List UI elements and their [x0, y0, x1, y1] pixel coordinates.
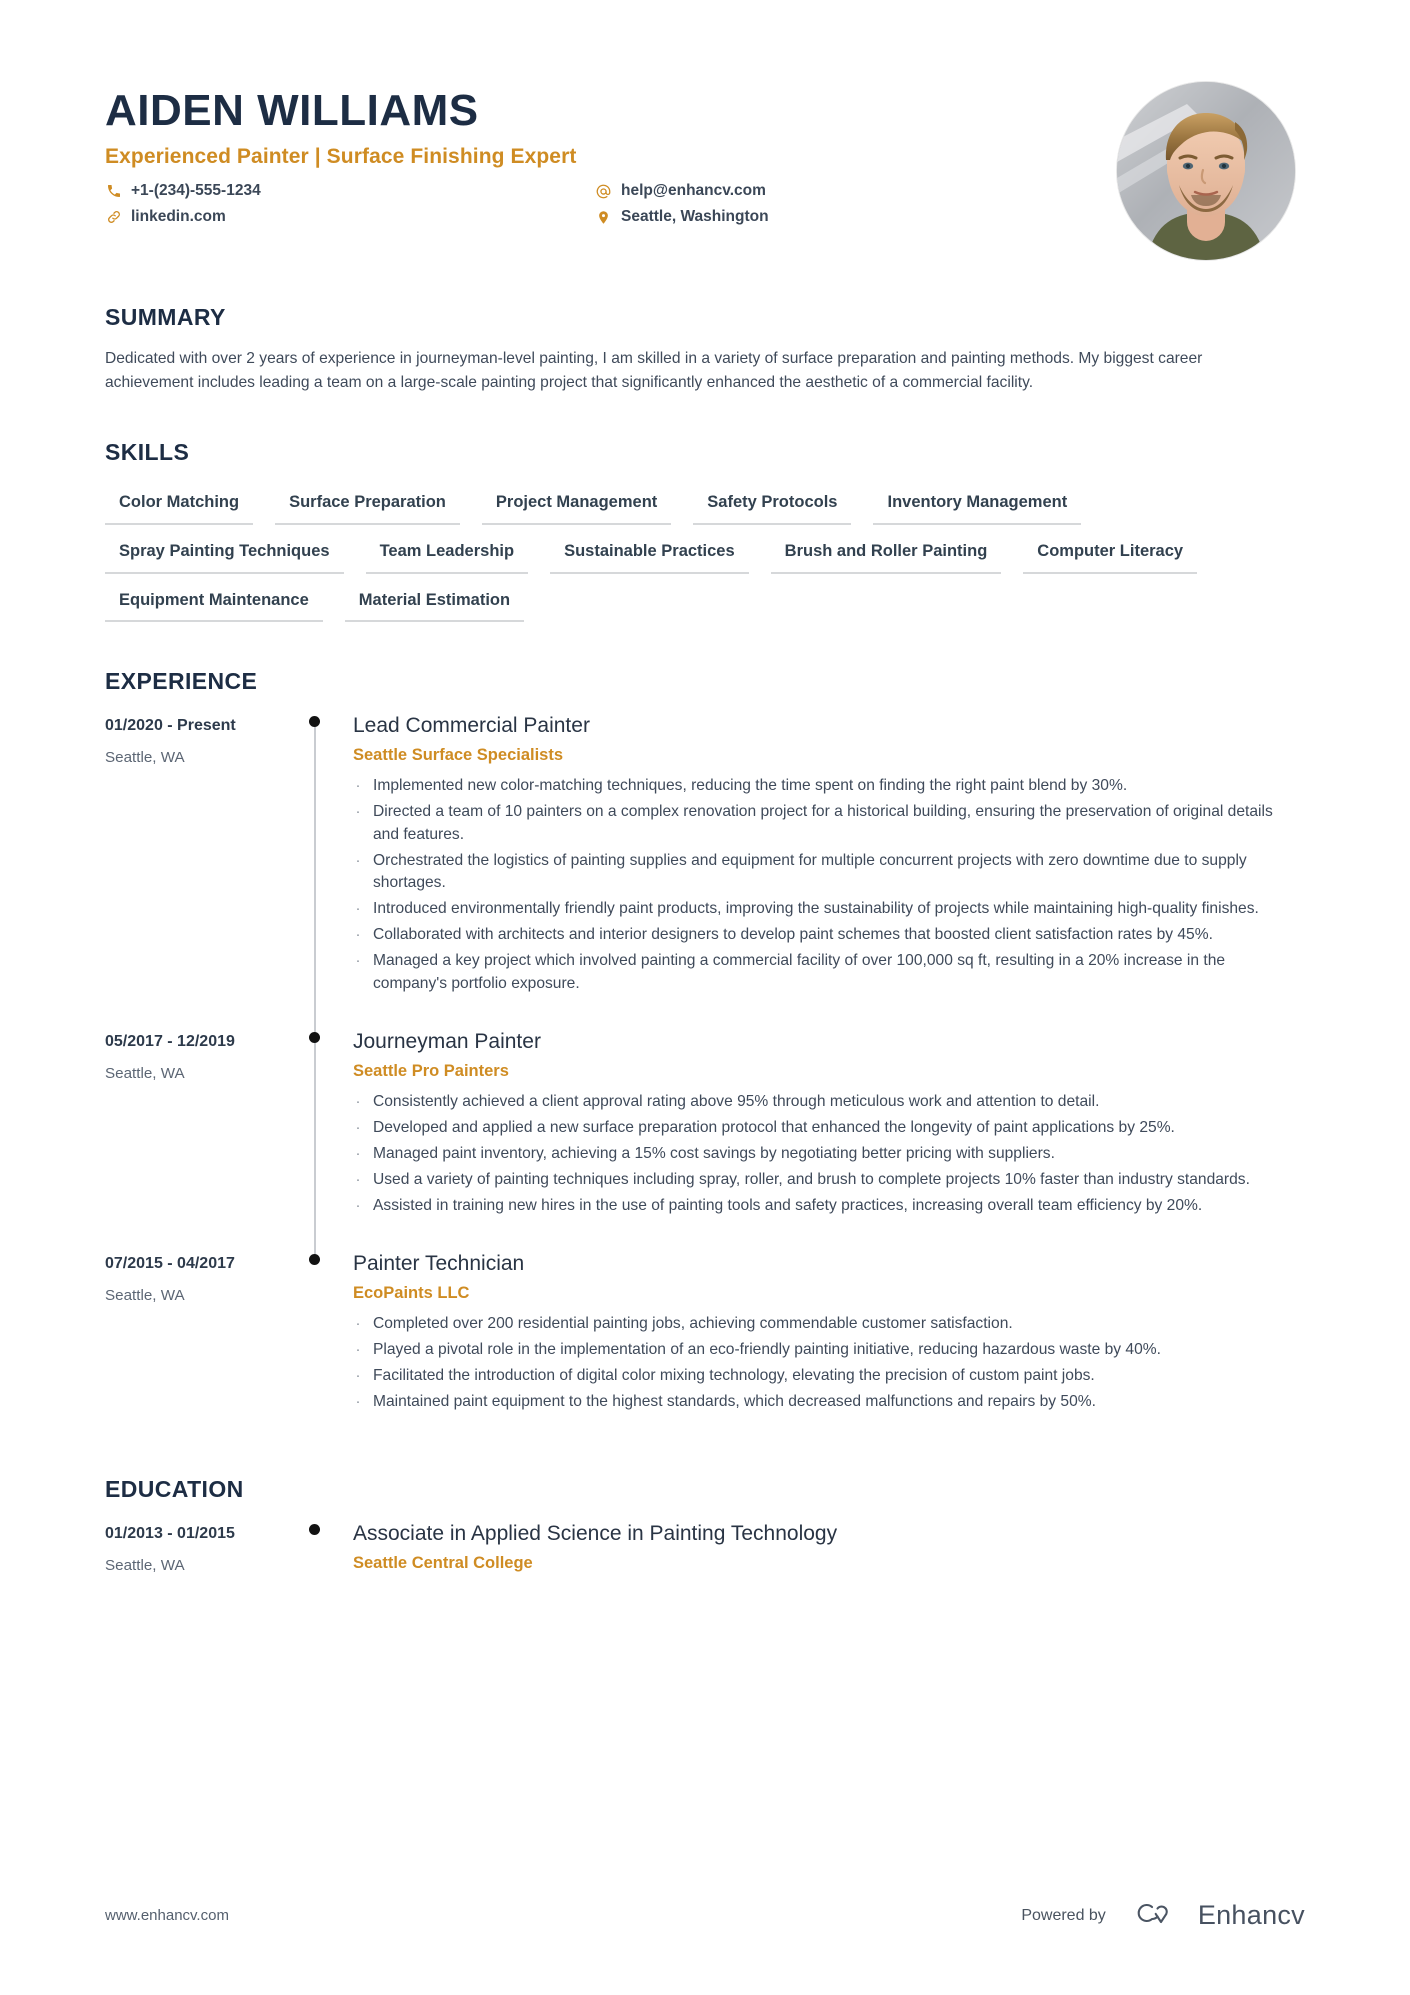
skill-chip: Safety Protocols — [693, 488, 851, 525]
bullet-item — [353, 1365, 1283, 1388]
enhancv-brand-name: Enhancv — [1197, 1900, 1305, 1930]
resume-header — [105, 0, 1305, 260]
bullet-dot-icon: · — [355, 851, 361, 869]
bullet-dot-icon: · — [355, 1341, 361, 1359]
bullet-text: Managed a key project which involved painting a commercial facility of over 100,000 sq ft, resulting in a 20% increase in the company's portfolio exposure. — [373, 951, 1226, 992]
experience-heading: EXPERIENCE — [105, 668, 258, 695]
timeline-dot — [309, 1254, 320, 1265]
bullet-item — [353, 775, 1283, 798]
bullet-item — [353, 850, 1283, 896]
page-title: AIDEN WILLIAMS — [105, 86, 479, 135]
company-name: EcoPaints LLC — [353, 1284, 470, 1303]
bullet-text: Introduced environmentally friendly paint products, improving the sustainability of projects while maintaining high-quality finishes. — [373, 900, 1259, 918]
phone-icon — [105, 183, 122, 200]
contact-phone-value: +1-(234)-555-1234 — [131, 182, 261, 200]
skill-chip: Spray Painting Techniques — [105, 537, 344, 574]
contact-email[interactable] — [595, 181, 1117, 201]
skills-heading: SKILLS — [105, 439, 190, 466]
bullet-text: Completed over 200 residential painting jobs, achieving commendable customer satisfaction. — [373, 1315, 1013, 1333]
entry-location: Seattle, WA — [105, 749, 185, 767]
skill-chip: Sustainable Practices — [550, 537, 749, 574]
timeline-rail — [301, 1029, 353, 1233]
skill-chip: Inventory Management — [873, 488, 1081, 525]
skill-chip: Computer Literacy — [1023, 537, 1197, 574]
bullet-text: Used a variety of painting techniques including spray, roller, and brush to complete projects 10% faster than industry standards. — [373, 1170, 1250, 1188]
entry-meta — [105, 1029, 301, 1233]
experience-entry — [105, 1029, 1305, 1233]
bullet-list — [353, 1091, 1305, 1217]
at-icon — [595, 183, 612, 200]
bullet-item — [353, 1117, 1283, 1140]
bullet-text: Assisted in training new hires in the use of painting tools and safety practices, increasing overall team efficiency by 20%. — [373, 1196, 1203, 1214]
entry-body — [353, 1521, 1305, 1589]
summary-text: Dedicated with over 2 years of experience in journeyman-level painting, I am skilled in a variety of surface preparation and painting methods. My biggest career achievement includes leading a team on a large-scale painting project that significantly enhanced the aesthetic of a commercial facility. — [105, 350, 1203, 392]
page-footer — [105, 1898, 1305, 1933]
skill-chip: Color Matching — [105, 488, 253, 525]
bullet-item — [353, 1391, 1283, 1414]
entry-location: Seattle, WA — [105, 1287, 185, 1305]
bullet-text: Collaborated with architects and interior designers to develop paint schemes that boosted client satisfaction rates by 45%. — [373, 925, 1213, 943]
enhancv-brand[interactable] — [1128, 1898, 1305, 1933]
bullet-dot-icon: · — [355, 777, 361, 795]
bullet-item — [353, 1091, 1283, 1114]
timeline-rail — [301, 713, 353, 1011]
entry-body — [353, 713, 1305, 1011]
bullet-item — [353, 1169, 1283, 1192]
job-title: Painter Technician — [353, 1252, 525, 1276]
summary-heading: SUMMARY — [105, 304, 226, 330]
footer-url[interactable]: www.enhancv.com — [105, 1907, 229, 1924]
skill-chip: Team Leadership — [366, 537, 529, 574]
experience-section — [105, 668, 1305, 1429]
bullet-text: Consistently achieved a client approval rating above 95% through meticulous work and attention to detail. — [373, 1093, 1100, 1111]
link-icon — [105, 209, 122, 226]
bullet-dot-icon: · — [355, 1093, 361, 1111]
job-title: Lead Commercial Painter — [353, 714, 590, 738]
entry-date: 05/2017 - 12/2019 — [105, 1033, 235, 1051]
professional-headline: Experienced Painter | Surface Finishing Expert — [105, 145, 577, 169]
bullet-dot-icon: · — [355, 1144, 361, 1162]
avatar — [1117, 82, 1295, 260]
enhancv-logo-icon — [1128, 1898, 1184, 1933]
bullet-dot-icon: · — [355, 1170, 361, 1188]
header-text-block — [105, 78, 1117, 227]
bullet-item — [353, 924, 1283, 947]
timeline-dot — [309, 1524, 320, 1535]
timeline-line — [314, 725, 316, 1033]
bullet-dot-icon: · — [355, 900, 361, 918]
skills-section — [105, 439, 1305, 622]
bullet-dot-icon: · — [355, 1119, 361, 1137]
bullet-text: Played a pivotal role in the implementation of an eco-friendly painting initiative, reducing hazardous waste by 40%. — [373, 1341, 1161, 1359]
bullet-list — [353, 1313, 1305, 1413]
bullet-text: Implemented new color-matching techniques, reducing the time spent on finding the right paint blend by 30%. — [373, 777, 1128, 795]
contact-email-value: help@enhancv.com — [621, 182, 766, 200]
timeline-rail — [301, 1251, 353, 1429]
timeline-line — [314, 1041, 316, 1255]
entry-meta — [105, 1521, 301, 1589]
contact-linkedin[interactable] — [105, 207, 595, 227]
skill-chip: Equipment Maintenance — [105, 586, 323, 623]
contact-location-value: Seattle, Washington — [621, 208, 769, 226]
experience-entry — [105, 713, 1305, 1011]
bullet-item — [353, 1313, 1283, 1336]
entry-date: 07/2015 - 04/2017 — [105, 1255, 235, 1273]
entry-meta — [105, 1251, 301, 1429]
summary-section — [105, 304, 1305, 395]
bullet-text: Maintained paint equipment to the highest standards, which decreased malfunctions and repairs by 50%. — [373, 1392, 1096, 1410]
bullet-dot-icon: · — [355, 1196, 361, 1214]
bullet-dot-icon: · — [355, 803, 361, 821]
contact-grid — [105, 181, 1117, 227]
degree-title: Associate in Applied Science in Painting Technology — [353, 1521, 838, 1545]
entry-date: 01/2013 - 01/2015 — [105, 1524, 235, 1542]
bullet-item — [353, 950, 1283, 996]
powered-by-label: Powered by — [1021, 1906, 1106, 1924]
powered-by-block — [1021, 1898, 1305, 1933]
bullet-item — [353, 1143, 1283, 1166]
entry-meta — [105, 713, 301, 1011]
entry-location: Seattle, WA — [105, 1556, 185, 1574]
skills-list — [105, 488, 1305, 622]
experience-entries — [105, 713, 1305, 1429]
company-name: Seattle Pro Painters — [353, 1062, 509, 1081]
timeline-rail — [301, 1521, 353, 1589]
bullet-text: Managed paint inventory, achieving a 15% cost savings by negotiating better pricing with suppliers. — [373, 1144, 1055, 1162]
contact-location — [595, 207, 1117, 227]
bullet-dot-icon: · — [355, 925, 361, 943]
skill-chip: Brush and Roller Painting — [771, 537, 1002, 574]
education-entry — [105, 1521, 1305, 1589]
entry-body — [353, 1251, 1305, 1429]
bullet-dot-icon: · — [355, 1315, 361, 1333]
job-title: Journeyman Painter — [353, 1030, 541, 1054]
skill-chip: Surface Preparation — [275, 488, 460, 525]
bullet-item — [353, 1339, 1283, 1362]
bullet-text: Orchestrated the logistics of painting supplies and equipment for multiple concurrent projects with zero downtime due to supply shortages. — [373, 851, 1247, 892]
entry-date: 01/2020 - Present — [105, 717, 236, 735]
experience-entry — [105, 1251, 1305, 1429]
education-entries — [105, 1521, 1305, 1589]
bullet-dot-icon: · — [355, 951, 361, 969]
bullet-item — [353, 898, 1283, 921]
bullet-dot-icon: · — [355, 1392, 361, 1410]
education-section — [105, 1476, 1305, 1589]
company-name: Seattle Surface Specialists — [353, 746, 564, 765]
bullet-text: Facilitated the introduction of digital color mixing technology, elevating the precision of custom paint jobs. — [373, 1367, 1095, 1384]
timeline-dot — [309, 1032, 320, 1043]
bullet-list — [353, 775, 1305, 995]
avatar-photo — [1117, 82, 1295, 260]
bullet-text: Developed and applied a new surface preparation protocol that enhanced the longevity of paint applications by 25%. — [373, 1119, 1175, 1137]
bullet-text: Directed a team of 10 painters on a complex renovation project for a historical building, ensuring the preservation of original details and features. — [373, 803, 1273, 843]
contact-phone[interactable] — [105, 181, 595, 201]
timeline-dot — [309, 716, 320, 727]
entry-body — [353, 1029, 1305, 1233]
skill-chip: Project Management — [482, 488, 671, 525]
bullet-dot-icon: · — [355, 1367, 361, 1384]
entry-location: Seattle, WA — [105, 1065, 185, 1083]
bullet-item — [353, 1195, 1283, 1218]
education-heading: EDUCATION — [105, 1475, 244, 1502]
avatar-wrap — [1117, 82, 1295, 260]
location-pin-icon — [595, 209, 612, 226]
skill-chip: Material Estimation — [345, 586, 524, 623]
bullet-item — [353, 801, 1283, 847]
school-name: Seattle Central College — [353, 1553, 533, 1572]
contact-linkedin-value: linkedin.com — [131, 208, 226, 226]
